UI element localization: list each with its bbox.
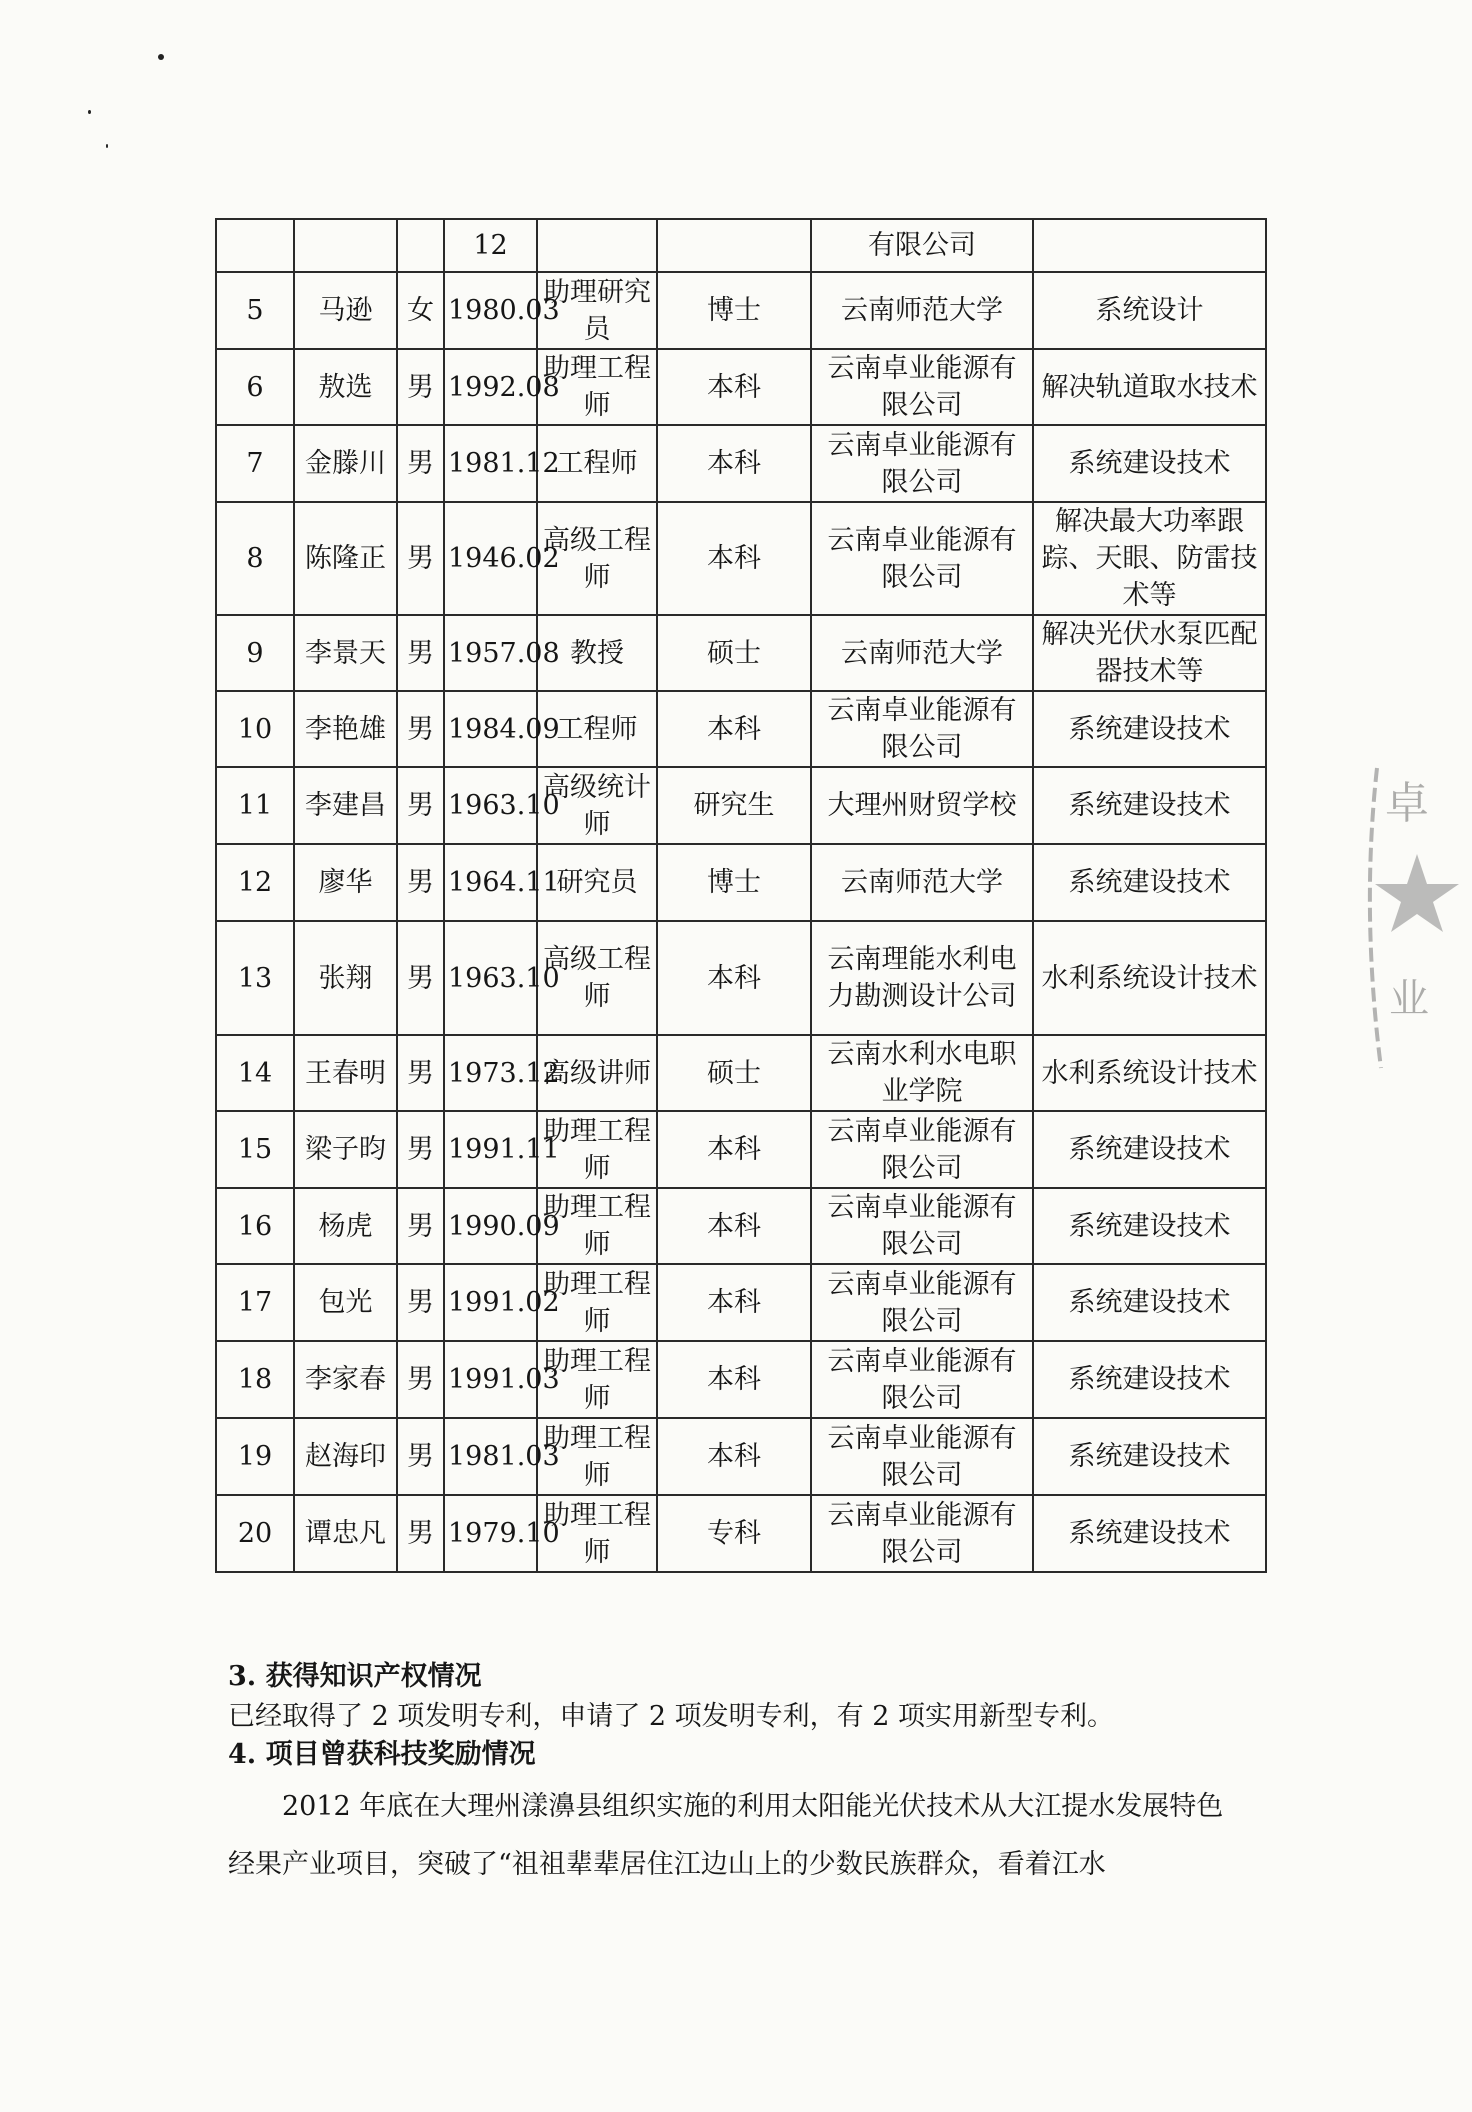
cell-title: 高级工程师 xyxy=(537,921,657,1035)
cell-gender: 男 xyxy=(397,767,444,844)
cell-education: 本科 xyxy=(657,691,811,767)
cell-no: 8 xyxy=(216,502,294,615)
award-section-text: 2012 年底在大理州漾濞县组织实施的利用太阳能光伏技术从大江提水发展特色经果产业项目，突破了“祖祖辈辈居住江边山上的少数民族群众，看着江水 xyxy=(228,1791,1224,1880)
cell-birth: 1990.09 xyxy=(444,1188,537,1264)
cell-no: 10 xyxy=(216,691,294,767)
cell-no: 18 xyxy=(216,1341,294,1418)
cell-education: 本科 xyxy=(657,921,811,1035)
cell-education xyxy=(657,219,811,272)
cell-birth: 1979.10 xyxy=(444,1495,537,1572)
cell-title xyxy=(537,219,657,272)
cell-role: 系统建设技术 xyxy=(1033,1341,1266,1418)
cell-education: 专科 xyxy=(657,1495,811,1572)
cell-role: 解决最大功率跟踪、天眼、防雷技术等 xyxy=(1033,502,1266,615)
cell-no: 13 xyxy=(216,921,294,1035)
cell-role: 系统设计 xyxy=(1033,272,1266,349)
cell-no: 16 xyxy=(216,1188,294,1264)
cell-birth: 1963.10 xyxy=(444,921,537,1035)
cell-birth: 12 xyxy=(444,219,537,272)
cell-employer: 大理州财贸学校 xyxy=(811,767,1033,844)
cell-birth: 1992.08 xyxy=(444,349,537,425)
cell-gender: 男 xyxy=(397,921,444,1035)
cell-education: 硕士 xyxy=(657,615,811,691)
cell-employer: 云南卓业能源有限公司 xyxy=(811,1188,1033,1264)
cell-role: 系统建设技术 xyxy=(1033,1111,1266,1188)
cell-gender: 男 xyxy=(397,844,444,921)
cell-employer: 云南师范大学 xyxy=(811,615,1033,691)
cell-gender: 男 xyxy=(397,425,444,502)
cell-role: 系统建设技术 xyxy=(1033,691,1266,767)
cell-employer: 云南卓业能源有限公司 xyxy=(811,691,1033,767)
cell-name xyxy=(294,219,397,272)
cell-employer: 云南师范大学 xyxy=(811,272,1033,349)
cell-no: 20 xyxy=(216,1495,294,1572)
cell-employer: 云南卓业能源有限公司 xyxy=(811,1495,1033,1572)
cell-no: 5 xyxy=(216,272,294,349)
company-seal-stamp xyxy=(1355,762,1472,1074)
cell-gender: 男 xyxy=(397,1188,444,1264)
cell-title: 助理工程师 xyxy=(537,349,657,425)
cell-title: 助理研究员 xyxy=(537,272,657,349)
cell-education: 本科 xyxy=(657,502,811,615)
svg-text:卓: 卓 xyxy=(1385,778,1429,829)
cell-birth: 1991.11 xyxy=(444,1111,537,1188)
table-row xyxy=(216,921,1266,1035)
cell-no xyxy=(216,219,294,272)
table-row xyxy=(216,1111,1266,1188)
cell-role: 系统建设技术 xyxy=(1033,425,1266,502)
cell-education: 博士 xyxy=(657,272,811,349)
staff-table-body xyxy=(216,219,1266,1572)
table-row xyxy=(216,502,1266,615)
cell-role: 系统建设技术 xyxy=(1033,1188,1266,1264)
cell-education: 本科 xyxy=(657,1111,811,1188)
cell-no: 6 xyxy=(216,349,294,425)
scan-speck xyxy=(106,144,108,148)
cell-education: 研究生 xyxy=(657,767,811,844)
cell-role: 系统建设技术 xyxy=(1033,1495,1266,1572)
table-row xyxy=(216,425,1266,502)
cell-education: 本科 xyxy=(657,1188,811,1264)
cell-title: 研究员 xyxy=(537,844,657,921)
cell-employer: 云南理能水利电力勘测设计公司 xyxy=(811,921,1033,1035)
cell-name: 张翔 xyxy=(294,921,397,1035)
table-row xyxy=(216,691,1266,767)
cell-education: 本科 xyxy=(657,425,811,502)
cell-employer: 云南卓业能源有限公司 xyxy=(811,425,1033,502)
ip-section-text: 已经取得了 2 项发明专利，申请了 2 项发明专利，有 2 项实用新型专利。 xyxy=(228,1701,1115,1732)
cell-birth: 1991.03 xyxy=(444,1341,537,1418)
cell-birth: 1963.10 xyxy=(444,767,537,844)
cell-name: 陈隆正 xyxy=(294,502,397,615)
cell-title: 助理工程师 xyxy=(537,1188,657,1264)
cell-no: 19 xyxy=(216,1418,294,1495)
cell-gender: 男 xyxy=(397,1341,444,1418)
table-row xyxy=(216,844,1266,921)
table-row xyxy=(216,1341,1266,1418)
cell-gender: 男 xyxy=(397,691,444,767)
scan-speck xyxy=(158,54,164,60)
cell-name: 包光 xyxy=(294,1264,397,1341)
cell-no: 12 xyxy=(216,844,294,921)
cell-name: 赵海印 xyxy=(294,1418,397,1495)
cell-role xyxy=(1033,219,1266,272)
cell-gender: 男 xyxy=(397,502,444,615)
cell-title: 教授 xyxy=(537,615,657,691)
cell-gender: 男 xyxy=(397,1111,444,1188)
cell-title: 高级统计师 xyxy=(537,767,657,844)
table-row xyxy=(216,615,1266,691)
cell-employer: 云南卓业能源有限公司 xyxy=(811,1418,1033,1495)
svg-text:业: 业 xyxy=(1389,976,1429,1022)
cell-education: 博士 xyxy=(657,844,811,921)
table-row xyxy=(216,767,1266,844)
cell-gender: 男 xyxy=(397,1264,444,1341)
cell-education: 本科 xyxy=(657,1264,811,1341)
cell-birth: 1980.03 xyxy=(444,272,537,349)
table-row xyxy=(216,1418,1266,1495)
cell-title: 助理工程师 xyxy=(537,1111,657,1188)
table-row xyxy=(216,1188,1266,1264)
cell-employer: 云南师范大学 xyxy=(811,844,1033,921)
cell-birth: 1991.02 xyxy=(444,1264,537,1341)
cell-name: 李景天 xyxy=(294,615,397,691)
cell-education: 本科 xyxy=(657,1418,811,1495)
cell-employer: 有限公司 xyxy=(811,219,1033,272)
cell-name: 王春明 xyxy=(294,1035,397,1111)
cell-employer: 云南卓业能源有限公司 xyxy=(811,502,1033,615)
cell-birth: 1981.03 xyxy=(444,1418,537,1495)
cell-education: 本科 xyxy=(657,349,811,425)
cell-birth: 1957.08 xyxy=(444,615,537,691)
staff-table xyxy=(215,218,1267,1573)
cell-no: 17 xyxy=(216,1264,294,1341)
table-row xyxy=(216,349,1266,425)
cell-title: 助理工程师 xyxy=(537,1264,657,1341)
cell-employer: 云南卓业能源有限公司 xyxy=(811,1264,1033,1341)
cell-gender: 男 xyxy=(397,1418,444,1495)
cell-no: 15 xyxy=(216,1111,294,1188)
table-row xyxy=(216,1264,1266,1341)
cell-name: 马逊 xyxy=(294,272,397,349)
cell-gender: 男 xyxy=(397,349,444,425)
cell-no: 7 xyxy=(216,425,294,502)
cell-gender xyxy=(397,219,444,272)
award-section-title: 4. 项目曾获科技奖励情况 xyxy=(228,1739,536,1770)
cell-title: 助理工程师 xyxy=(537,1495,657,1572)
cell-title: 工程师 xyxy=(537,425,657,502)
cell-role: 系统建设技术 xyxy=(1033,767,1266,844)
cell-role: 水利系统设计技术 xyxy=(1033,1035,1266,1111)
cell-birth: 1981.12 xyxy=(444,425,537,502)
cell-role: 解决轨道取水技术 xyxy=(1033,349,1266,425)
cell-name: 杨虎 xyxy=(294,1188,397,1264)
cell-birth: 1946.02 xyxy=(444,502,537,615)
cell-birth: 1964.11 xyxy=(444,844,537,921)
cell-title: 高级工程师 xyxy=(537,502,657,615)
cell-gender: 男 xyxy=(397,615,444,691)
cell-education: 本科 xyxy=(657,1341,811,1418)
cell-title: 助理工程师 xyxy=(537,1418,657,1495)
cell-title: 助理工程师 xyxy=(537,1341,657,1418)
cell-no: 11 xyxy=(216,767,294,844)
table-row xyxy=(216,272,1266,349)
cell-no: 14 xyxy=(216,1035,294,1111)
cell-title: 工程师 xyxy=(537,691,657,767)
cell-gender: 男 xyxy=(397,1035,444,1111)
cell-employer: 云南卓业能源有限公司 xyxy=(811,349,1033,425)
staff-table-container xyxy=(215,218,1265,1573)
cell-name: 敖选 xyxy=(294,349,397,425)
cell-employer: 云南水利水电职业学院 xyxy=(811,1035,1033,1111)
cell-birth: 1984.09 xyxy=(444,691,537,767)
cell-title: 高级讲师 xyxy=(537,1035,657,1111)
cell-name: 李建昌 xyxy=(294,767,397,844)
cell-employer: 云南卓业能源有限公司 xyxy=(811,1341,1033,1418)
ip-section-title: 3. 获得知识产权情况 xyxy=(228,1661,482,1692)
cell-name: 李家春 xyxy=(294,1341,397,1418)
table-row xyxy=(216,1495,1266,1572)
cell-name: 金滕川 xyxy=(294,425,397,502)
cell-name: 廖华 xyxy=(294,844,397,921)
cell-role: 系统建设技术 xyxy=(1033,844,1266,921)
cell-role: 解决光伏水泵匹配器技术等 xyxy=(1033,615,1266,691)
cell-birth: 1973.12 xyxy=(444,1035,537,1111)
cell-role: 水利系统设计技术 xyxy=(1033,921,1266,1035)
cell-employer: 云南卓业能源有限公司 xyxy=(811,1111,1033,1188)
cell-name: 李艳雄 xyxy=(294,691,397,767)
cell-name: 梁子昀 xyxy=(294,1111,397,1188)
table-row xyxy=(216,1035,1266,1111)
cell-gender: 男 xyxy=(397,1495,444,1572)
table-row xyxy=(216,219,1266,272)
cell-education: 硕士 xyxy=(657,1035,811,1111)
scan-speck xyxy=(88,110,91,114)
cell-role: 系统建设技术 xyxy=(1033,1264,1266,1341)
cell-name: 谭忠凡 xyxy=(294,1495,397,1572)
cell-role: 系统建设技术 xyxy=(1033,1418,1266,1495)
cell-gender: 女 xyxy=(397,272,444,349)
cell-no: 9 xyxy=(216,615,294,691)
